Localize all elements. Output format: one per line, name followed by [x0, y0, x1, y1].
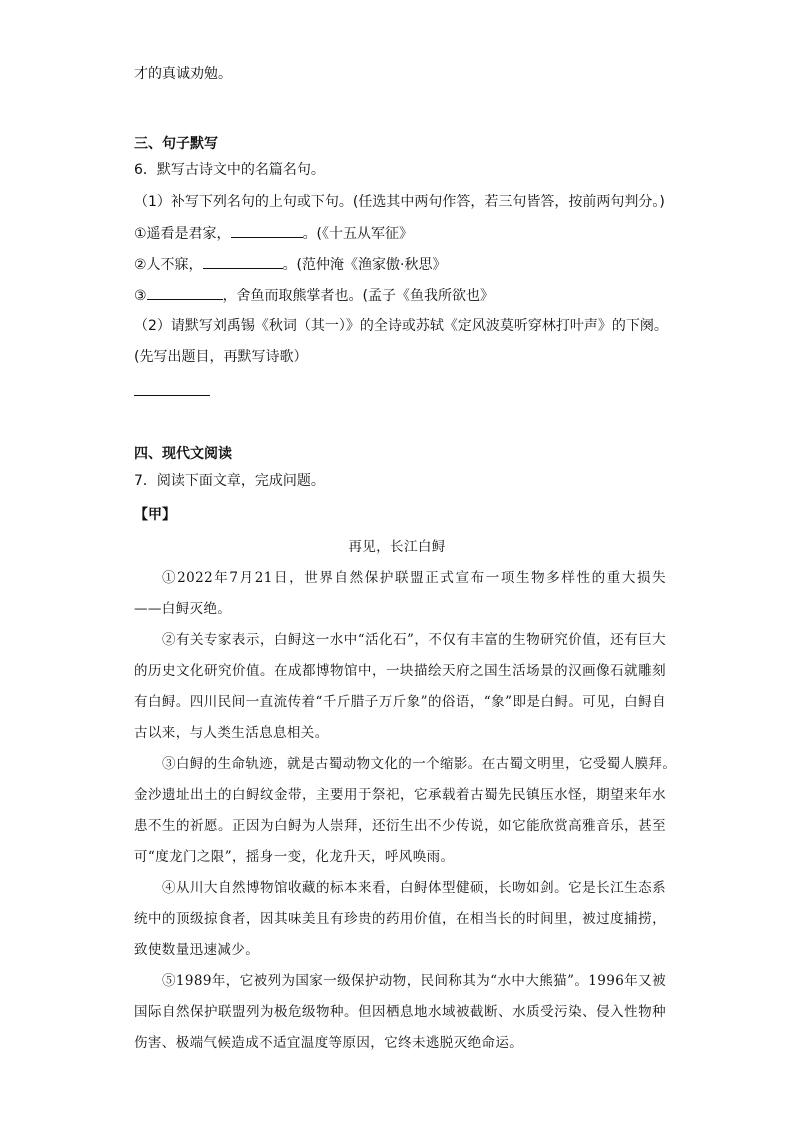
- question-6-2: （2）请默写刘禹锡《秋词（其一）》的全诗或苏轼《定风波莫听穿林打叶声》的下阕。: [134, 318, 668, 334]
- question-6: 6．默写古诗文中的名篇名句。: [134, 162, 325, 178]
- question-7: 7．阅读下面文章，完成问题。: [134, 473, 325, 489]
- p1-line: ——白鲟灭绝。: [134, 601, 232, 617]
- intro-line: 才的真诚劝勉。: [134, 66, 232, 82]
- p3-line: 患不生的祈愿。正因为白鲟为人崇拜，还衍生出不少传说，如它能欣赏高雅音乐，甚至: [134, 818, 666, 834]
- section3-heading: 三、句子默写: [134, 136, 218, 152]
- answer-blank-2[interactable]: [203, 254, 283, 269]
- item-3: [134, 285, 494, 306]
- item-2-text-post: 。(范仲淹《渔家傲·秋思》: [282, 257, 447, 273]
- p2-line: 有白鲟。四川民间一直流传着“千斤腊子万斤象”的俗语，“象”即是白鲟。可见，白鲟自: [134, 694, 666, 710]
- item-3-text-post: ，舍鱼而取熊掌者也。(孟子《鱼我所欲也》: [222, 288, 495, 304]
- answer-blank-3[interactable]: [147, 285, 223, 300]
- p1-line: ①2022年7月21日，世界自然保护联盟正式宣布一项生物多样性的重大损失: [162, 570, 666, 586]
- p2-line: 古以来，与人类生活息息相关。: [134, 725, 329, 741]
- item-2: [134, 254, 446, 275]
- item-2-text-pre: ②人不寐，: [134, 257, 203, 273]
- answer-blank-1[interactable]: [231, 223, 303, 238]
- part-label: 【甲】: [134, 507, 176, 523]
- article-title: 再见，长江白鲟: [348, 539, 446, 555]
- item-3-text-pre: ③: [134, 288, 147, 304]
- question-6-2-note: (先写出题目，再默写诗歌）: [134, 349, 308, 365]
- p3-line: 金沙遗址出土的白鲟纹金带，主要用于祭祀，它承载着古蜀先民镇压水怪，期望来年水: [134, 787, 666, 803]
- answer-line[interactable]: [134, 395, 210, 396]
- paragraph-4: [134, 873, 666, 966]
- paragraph-1: [134, 563, 666, 625]
- item-1-text-post: 。(《十五从军征》: [302, 226, 414, 242]
- question-6-1: （1）补写下列名句的上句或下句。(任选其中两句作答，若三句皆答，按前两句判分。): [134, 194, 665, 210]
- paragraph-3: [134, 749, 677, 873]
- item-1-text-pre: ①遥看是君家，: [134, 226, 231, 242]
- p4-line: 统中的顶级掠食者，因其味美且有珍贵的药用价值，在相当长的时间里，被过度捕捞，: [134, 911, 666, 927]
- p3-line: 可“度龙门之限”，摇身一变，化龙升天，呼风唤雨。: [134, 849, 455, 865]
- paragraph-2: [134, 625, 666, 749]
- paragraph-5: [134, 966, 666, 1059]
- p2-line: ②有关专家表示，白鲟这一水中“活化石”，不仅有丰富的生物研究价值，还有巨大: [162, 632, 666, 648]
- p5-line: 国际自然保护联盟列为极危级物种。但因栖息地水域被截断、水质受污染、侵入性物种: [134, 1004, 666, 1020]
- item-1: [134, 223, 413, 244]
- p3-line: ③白鲟的生命轨迹，就是古蜀动物文化的一个缩影。在古蜀文明里，它受蜀人膜拜。: [162, 756, 677, 772]
- section4-heading: 四、现代文阅读: [134, 446, 232, 462]
- p5-line: ⑤1989年，它被列为国家一级保护动物，民间称其为“水中大熊猫”。1996年又被: [162, 973, 666, 989]
- p4-line: ④从川大自然博物馆收藏的标本来看，白鲟体型健硕，长吻如剑。它是长江生态系: [162, 880, 666, 896]
- p4-line: 致使数量迅速减少。: [134, 942, 260, 958]
- p5-line: 伤害、极端气候造成不适宜温度等原因，它终未逃脱灭绝命运。: [134, 1035, 524, 1051]
- p2-line: 的历史文化研究价值。在成都博物馆中，一块描绘天府之国生活场景的汉画像石就雕刻: [134, 663, 666, 679]
